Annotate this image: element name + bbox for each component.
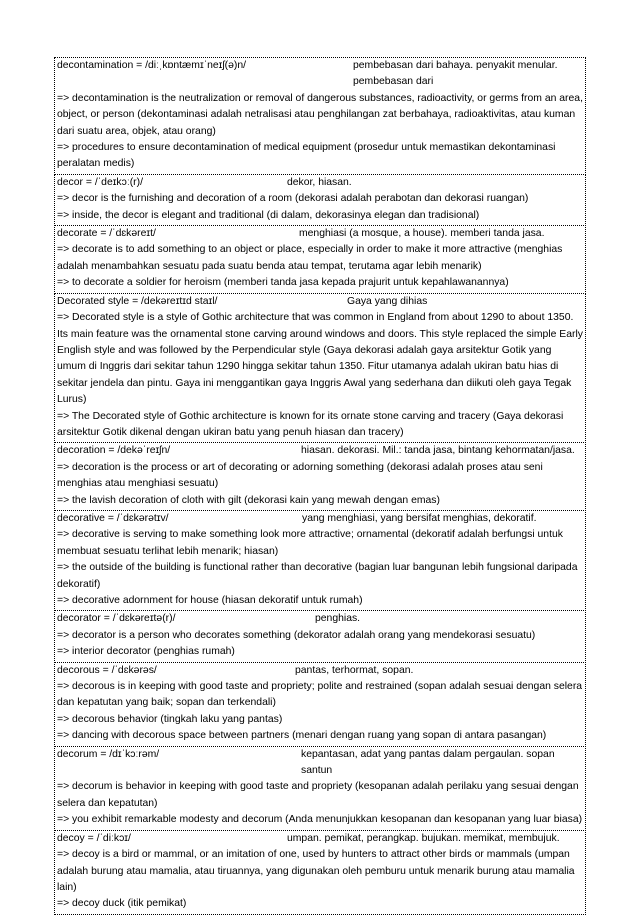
entry-translation: pembebasan dari bahaya. penyakit menular. pembebasan dari — [353, 60, 558, 88]
entry-header — [57, 831, 583, 847]
entry-line: => decorator is a person who decorates something (dekorator adalah orang yang mendekorasi sesuatu) — [57, 629, 536, 641]
entry-header — [57, 58, 583, 91]
entry-line: => decorate is to add something to an object or place, especially in order to make it more attractive (menghias adalah menambahkan sesuatu pada suatu benda atau tempat, terutama agar lebih menarik) — [57, 244, 563, 272]
entry-line: => decor is the furnishing and decoration of a room (dekorasi adalah perabotan dan dekorasi ruangan) — [57, 193, 529, 205]
entry-headword: Decorated style = /dekəreɪtɪd staɪl/ — [57, 295, 218, 307]
entry-headword: decorum = /dɪˈkɔːrəm/ — [57, 748, 160, 760]
entry-line: => Decorated style is a style of Gothic architecture that was common in England from about 1290 to about 1350. Its main feature was the ornamental stone carving around windows and doors. This style replaced the simple Early English style and was followed by the Perpendicular style (Gaya dekorasi adalah gaya arsitektur Gotik yang umum di Inggris dari sekitar tahun 1290 hingga sekitar tahun 1350. Fitur utamanya adalah ukiran batu hias di sekitar jendela dan pintu. Gaya ini menggantikan gaya Inggris Awal yang sederhana dan diikuti oleh gaya Tegak Lurus) — [57, 312, 583, 406]
entry-header — [57, 511, 583, 527]
dictionary-entry — [54, 57, 586, 175]
entry-headword: decorous = /ˈdɛkərəs/ — [57, 664, 157, 676]
entry-header — [57, 747, 583, 780]
entry-line: => procedures to ensure decontamination of medical equipment (prosedur untuk memastikan dekontaminasi peralatan medis) — [57, 142, 556, 170]
entry-line: => you exhibit remarkable modesty and decorum (Anda menunjukkan kesopanan dan kesopanan yang luar biasa) — [57, 814, 583, 826]
entry-translation: menghiasi (a mosque, a house). memberi tanda jasa. — [299, 228, 545, 240]
entry-line: => decontamination is the neutralization or removal of dangerous substances, radioactivity, or germs from an area, object, or person (dekontaminasi adalah netralisasi atau penghilangan zat berbahaya, radioaktivitas, atau kuman dari suatu area, objek, atau orang) — [57, 92, 583, 137]
entry-headword: decoration = /dekəˈreɪʃn/ — [57, 445, 171, 457]
entry-translation: umpan. pemikat, perangkap. bujukan. memikat, membujuk. — [287, 832, 560, 844]
entry-line: => decorative is serving to make something look more attractive; ornamental (dekoratif adalah berfungsi untuk membuat sesuatu terlihat lebih menarik; hiasan) — [57, 529, 563, 557]
entry-line: => decoy duck (itik pemikat) — [57, 898, 187, 910]
entry-header — [57, 663, 583, 679]
entry-translation: dekor, hiasan. — [287, 176, 352, 188]
entry-translation: Gaya yang dihias — [347, 295, 428, 307]
entry-line: => the outside of the building is functional rather than decorative (bagian luar bangunan lebih fungsional daripada dekoratif) — [57, 562, 578, 590]
dictionary-entry — [54, 225, 586, 294]
entry-line: => to decorate a soldier for heroism (memberi tanda jasa kepada prajurit untuk kepahlawanannya) — [57, 277, 509, 289]
entry-headword: decontamination = /diːˌkɒntæmɪˈneɪʃ(ə)n/ — [57, 60, 247, 71]
entry-line: => decorative adornment for house (hiasan dekoratif untuk rumah) — [57, 595, 363, 606]
entry-line: => decoy is a bird or mammal, or an imitation of one, used by hunters to attract other birds or mammals (umpan adalah burung atau mamalia, atau tiruannya, yang digunakan oleh pemburu untuk menarik burung atau mamalia lain) — [57, 849, 575, 893]
entry-header — [57, 443, 583, 459]
entry-line: => the lavish decoration of cloth with gilt (dekorasi kain yang mewah dengan emas) — [57, 494, 440, 506]
entry-translation: kepantasan, adat yang pantas dalam pergaulan. sopan santun — [301, 748, 555, 777]
dictionary-document — [54, 58, 586, 915]
dictionary-entry — [54, 174, 586, 226]
entry-header — [57, 226, 583, 242]
entry-translation: pantas, terhormat, sopan. — [295, 664, 414, 676]
entry-headword: decoy = /ˈdiːkɔɪ/ — [57, 832, 131, 844]
entry-headword: decorative = /ˈdɛkərətɪv/ — [57, 512, 169, 524]
entry-headword: decor = /ˈdeɪkɔː(r)/ — [57, 176, 143, 188]
entry-header — [57, 175, 583, 191]
dictionary-entry — [54, 442, 586, 511]
entry-translation: penghias. — [315, 613, 361, 625]
entry-line: => inside, the decor is elegant and traditional (di dalam, dekorasinya elegan dan tradisional) — [57, 209, 480, 221]
entry-headword: decorate = /ˈdɛkəreɪt/ — [57, 228, 156, 240]
dictionary-entry — [54, 830, 586, 915]
entry-translation: hiasan. dekorasi. Mil.: tanda jasa, bintang kehormatan/jasa. — [301, 445, 575, 457]
entry-headword: decorator = /ˈdɛkəreɪtə(r)/ — [57, 613, 176, 625]
dictionary-entry — [54, 662, 586, 747]
entry-line: => decoration is the process or art of decorating or adorning something (dekorasi adalah proses atau seni menghias atau menghiasi sesuatu) — [57, 461, 543, 490]
entry-line: => decorous behavior (tingkah laku yang pantas) — [57, 713, 283, 725]
entry-line: => dancing with decorous space between partners (menari dengan ruang yang sopan di antara pasangan) — [57, 730, 547, 742]
entry-header — [57, 294, 583, 310]
entry-line: => decorous is in keeping with good taste and propriety; polite and restrained (sopan adalah sesuai dengan selera dan kepatutan yang baik; sopan dan terkendali) — [57, 681, 583, 709]
dictionary-entry — [54, 746, 586, 831]
entry-line: => interior decorator (penghias rumah) — [57, 646, 235, 658]
dictionary-entry — [54, 610, 586, 662]
entry-translation: yang menghiasi, yang bersifat menghias, dekoratif. — [302, 512, 537, 524]
entry-line: => The Decorated style of Gothic architecture is known for its ornate stone carving and tracery (Gaya dekorasi arsitektur Gotik dikenal dengan ukiran batu yang penuh hiasan dan tracery) — [57, 410, 564, 438]
entry-header — [57, 611, 583, 627]
dictionary-entry — [54, 510, 586, 611]
entry-line: => decorum is behavior in keeping with good taste and propriety (kesopanan adalah perilaku yang sesuai dengan selera dan kepatutan) — [57, 781, 579, 809]
dictionary-entry — [54, 293, 586, 444]
